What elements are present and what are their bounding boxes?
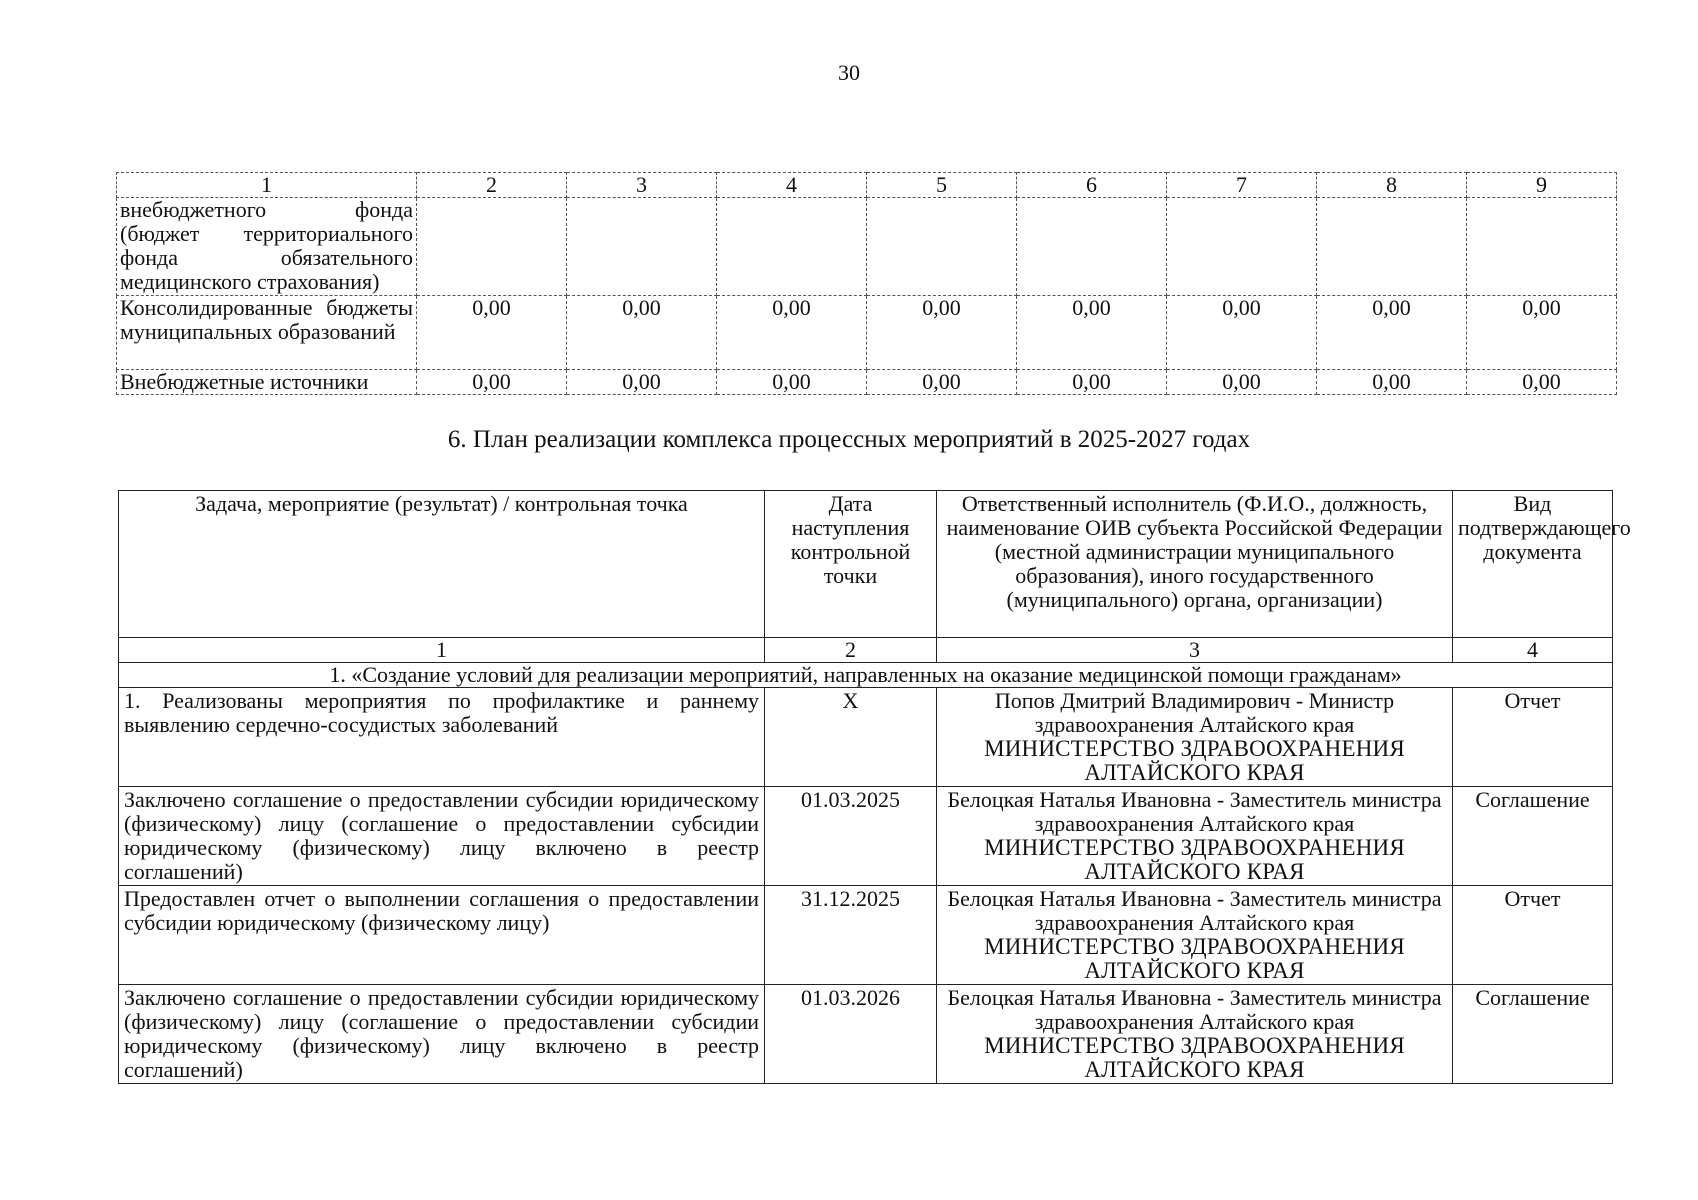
section-row — [119, 663, 1613, 688]
section-heading: 1. «Создание условий для реализации мероприятий, направленных на оказание медицинской помощи гражданам» — [119, 663, 1613, 688]
responsible-person: Белоцкая Наталья Ивановна - Заместитель министра здравоохранения Алтайского края — [947, 787, 1442, 836]
cell-value: 0,00 — [417, 296, 567, 370]
responsible-organization: МИНИСТЕРСТВО ЗДРАВООХРАНЕНИЯ АЛТАЙСКОГО КРАЯ — [984, 736, 1405, 785]
cell-value: 0,00 — [1017, 370, 1167, 395]
responsible-cell — [937, 985, 1453, 1084]
date-cell: 01.03.2025 — [765, 787, 937, 886]
section-title: 6. План реализации комплекса процессных мероприятий в 2025-2027 годах — [447, 426, 1251, 453]
responsible-person: Белоцкая Наталья Ивановна - Заместитель министра здравоохранения Алтайского края — [947, 985, 1442, 1034]
document-type-cell: Отчет — [1453, 886, 1613, 985]
page-number: 30 — [838, 60, 860, 85]
cell-value — [1317, 198, 1467, 296]
cell-value: 0,00 — [567, 296, 717, 370]
plan-table — [118, 490, 1631, 1084]
column-number: 4 — [717, 173, 867, 198]
cell-value: 0,00 — [867, 370, 1017, 395]
cell-value: 0,00 — [1467, 370, 1617, 395]
cell-value: 0,00 — [867, 296, 1017, 370]
column-number: 5 — [867, 173, 1017, 198]
task-cell: Заключено соглашение о предоставлении субсидии юридическому (физическому) лицу (соглашение о предоставлении субсидии юридическому (физическому) лицу включено в реестр соглашений) — [119, 787, 765, 886]
cell-value: 0,00 — [1167, 370, 1317, 395]
column-number: 3 — [567, 173, 717, 198]
table-header-row — [117, 173, 1617, 198]
responsible-organization: МИНИСТЕРСТВО ЗДРАВООХРАНЕНИЯ АЛТАЙСКОГО КРАЯ — [984, 1033, 1405, 1082]
column-number: 8 — [1317, 173, 1467, 198]
table-row — [119, 688, 1613, 787]
cell-value: 0,00 — [567, 370, 717, 395]
column-number: 9 — [1467, 173, 1617, 198]
column-number: 6 — [1017, 173, 1167, 198]
column-number: 1 — [119, 638, 765, 663]
cell-value: 0,00 — [1017, 296, 1167, 370]
date-cell: 01.03.2026 — [765, 985, 937, 1084]
cell-value — [1467, 198, 1617, 296]
column-number: 1 — [117, 173, 417, 198]
cell-value — [717, 198, 867, 296]
column-number: 2 — [417, 173, 567, 198]
cell-value — [867, 198, 1017, 296]
cell-value: 0,00 — [1317, 370, 1467, 395]
responsible-person: Белоцкая Наталья Ивановна - Заместитель министра здравоохранения Алтайского края — [947, 886, 1442, 935]
cell-value — [1017, 198, 1167, 296]
column-number: 2 — [765, 638, 937, 663]
document-type-cell: Отчет — [1453, 688, 1613, 787]
column-number: 3 — [937, 638, 1453, 663]
table-row — [119, 787, 1613, 886]
cell-value — [1167, 198, 1317, 296]
cell-value: 0,00 — [417, 370, 567, 395]
cell-value — [567, 198, 717, 296]
cell-value: 0,00 — [1317, 296, 1467, 370]
header-document-type: Вид подтверждающего документа — [1453, 491, 1613, 638]
table-header-row — [119, 491, 1613, 638]
column-number: 4 — [1453, 638, 1613, 663]
responsible-organization: МИНИСТЕРСТВО ЗДРАВООХРАНЕНИЯ АЛТАЙСКОГО КРАЯ — [984, 934, 1405, 983]
table-row — [117, 296, 1617, 370]
task-cell: Заключено соглашение о предоставлении субсидии юридическому (физическому) лицу (соглашение о предоставлении субсидии юридическому (физическому) лицу включено в реестр соглашений) — [119, 985, 765, 1084]
header-responsible: Ответственный исполнитель (Ф.И.О., должность, наименование ОИВ субъекта Российской Федерации (местной администрации муниципального образования), иного государственного (муниципального) органа, организации) — [937, 491, 1453, 638]
table-row — [119, 985, 1613, 1084]
row-label: Внебюджетные источники — [117, 370, 417, 395]
table-row — [119, 886, 1613, 985]
header-task: Задача, мероприятие (результат) / контрольная точка — [119, 491, 765, 638]
cell-value: 0,00 — [717, 296, 867, 370]
document-type-cell: Соглашение — [1453, 787, 1613, 886]
responsible-organization: МИНИСТЕРСТВО ЗДРАВООХРАНЕНИЯ АЛТАЙСКОГО КРАЯ — [984, 835, 1405, 884]
task-cell: Предоставлен отчет о выполнении соглашения о предоставлении субсидии юридическому (физическому лицу) — [119, 886, 765, 985]
responsible-person: Попов Дмитрий Владимирович - Министр здравоохранения Алтайского края — [994, 688, 1395, 737]
row-label: внебюджетного фонда (бюджет территориального фонда обязательного медицинского страхования) — [117, 198, 417, 296]
cell-value: 0,00 — [1467, 296, 1617, 370]
funding-sources-table — [116, 172, 1617, 395]
cell-value: 0,00 — [1167, 296, 1317, 370]
responsible-cell — [937, 787, 1453, 886]
cell-value: 0,00 — [717, 370, 867, 395]
task-cell: 1. Реализованы мероприятия по профилактике и раннему выявлению сердечно-сосудистых заболеваний — [119, 688, 765, 787]
header-date: Дата наступления контрольной точки — [765, 491, 937, 638]
column-numbers-row — [119, 638, 1613, 663]
table-row — [117, 370, 1617, 395]
responsible-cell — [937, 886, 1453, 985]
table-row — [117, 198, 1617, 296]
date-cell: 31.12.2025 — [765, 886, 937, 985]
responsible-cell — [937, 688, 1453, 787]
date-cell: Х — [765, 688, 937, 787]
document-type-cell: Соглашение — [1453, 985, 1613, 1084]
row-label: Консолидированные бюджеты муниципальных образований — [117, 296, 417, 370]
column-number: 7 — [1167, 173, 1317, 198]
cell-value — [417, 198, 567, 296]
